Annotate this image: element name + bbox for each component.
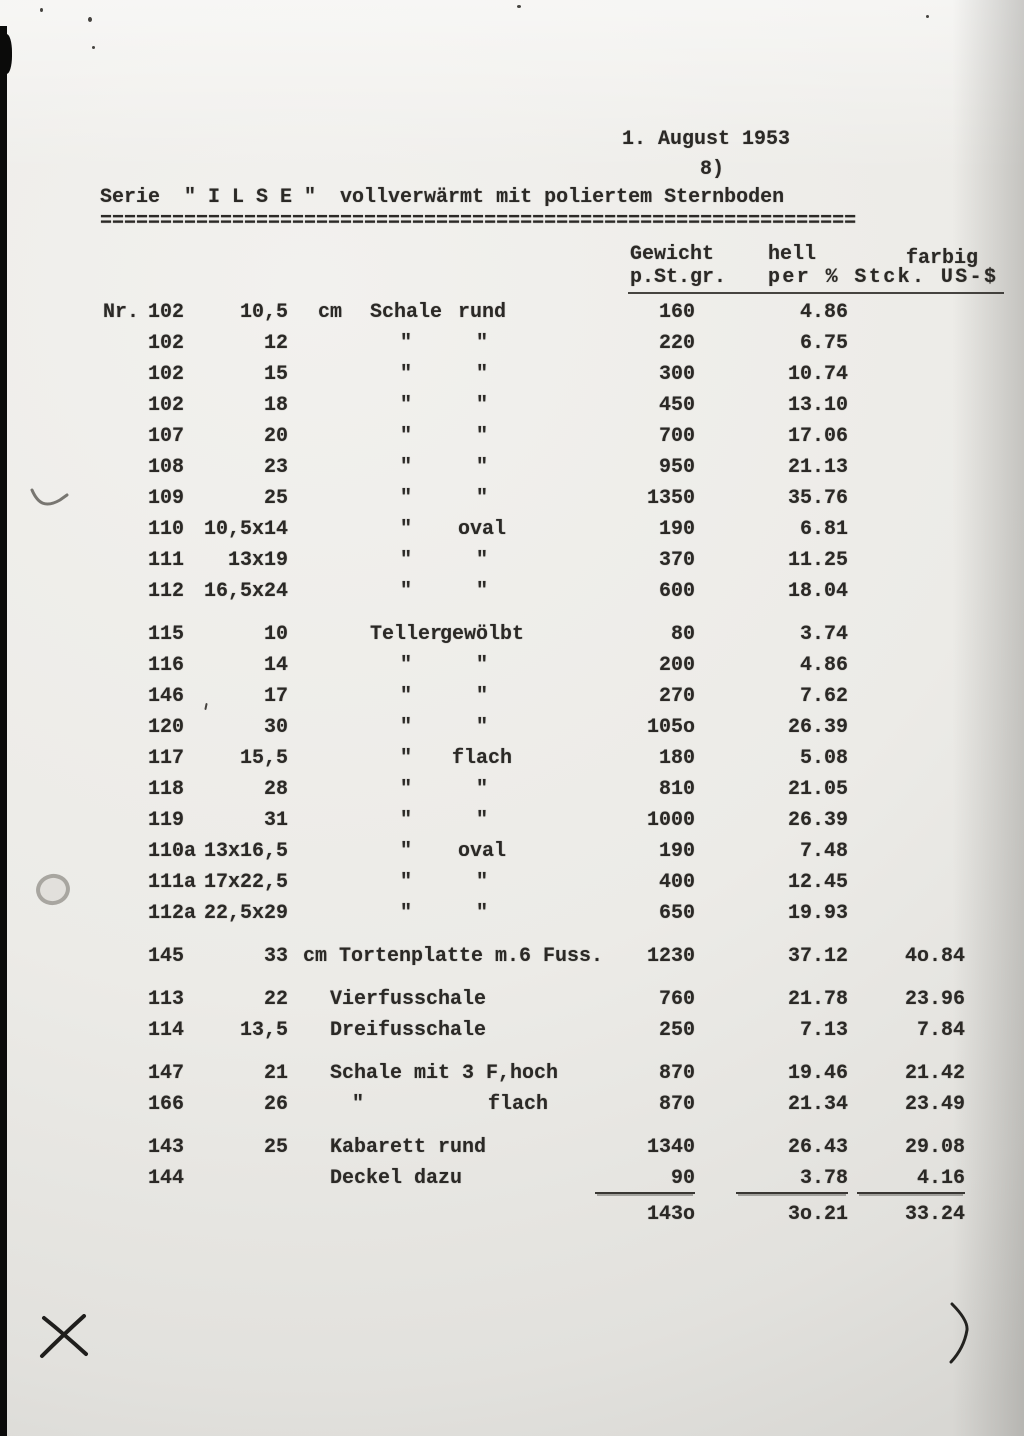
weight-grams: 870 [658, 1093, 695, 1116]
article-number: 112 [148, 580, 185, 603]
weight-grams: 600 [658, 580, 695, 603]
table-row [0, 901, 1024, 932]
table-row [0, 1135, 1024, 1166]
price-farbig [857, 808, 965, 836]
table-row [0, 653, 1024, 684]
nr-column-header [103, 455, 149, 483]
price-hell: 6.75 [799, 332, 848, 355]
description-full: Kabarett rund [330, 1136, 487, 1159]
price-farbig: 21.42 [904, 1062, 965, 1085]
description-word-1: " [399, 487, 412, 510]
nr-column-header [103, 870, 149, 898]
description-word-2: oval [457, 518, 506, 541]
nr-column-header [103, 1061, 149, 1089]
size-cm: 28 [263, 778, 288, 801]
article-number: 113 [148, 988, 185, 1011]
price-farbig: 4o.84 [904, 945, 965, 968]
price-hell: 21.78 [787, 988, 848, 1011]
table-row [0, 548, 1024, 579]
nr-column-header [103, 517, 149, 545]
size-cm: 31 [263, 809, 288, 832]
total-hell: 3o.21 [787, 1203, 848, 1226]
size-cm: 13x16,5 [203, 840, 288, 863]
description-word-2: " [475, 487, 488, 510]
table-row [0, 1166, 1024, 1197]
scan-speck [88, 17, 92, 22]
description-word-1: " [399, 716, 412, 739]
description-word-2: rund [457, 301, 506, 324]
price-hell: 21.05 [787, 778, 848, 801]
price-farbig [857, 579, 965, 607]
weight-grams: 1350 [646, 487, 695, 510]
weight-grams: 80 [670, 623, 695, 646]
article-number: 118 [148, 778, 185, 801]
size-cm: 10 [263, 623, 288, 646]
article-number: 102 [148, 301, 185, 324]
price-hell: 13.10 [787, 394, 848, 417]
scan-left-edge-blob [0, 34, 12, 74]
nr-column-header [103, 1135, 149, 1163]
price-farbig: 23.49 [904, 1093, 965, 1116]
description-word-2: " [475, 716, 488, 739]
price-hell: 21.13 [787, 456, 848, 479]
size-cm: 13x19 [227, 549, 288, 572]
price-hell: 26.39 [787, 716, 848, 739]
nr-column-header [103, 579, 149, 607]
size-cm: 30 [263, 716, 288, 739]
price-hell: 5.08 [799, 747, 848, 770]
table-row [0, 987, 1024, 1018]
price-hell: 3.74 [799, 623, 848, 646]
price-farbig [857, 517, 965, 545]
scan-speck [926, 15, 929, 18]
description-word-1: " [399, 778, 412, 801]
price-hell: 19.46 [787, 1062, 848, 1085]
description-word-2: " [475, 685, 488, 708]
price-farbig [857, 653, 965, 681]
price-hell: 37.12 [787, 945, 848, 968]
description-word-2: " [475, 654, 488, 677]
description-full: Schale mit 3 F,hoch [330, 1062, 559, 1085]
description-word-1: " [399, 654, 412, 677]
description-word-2: " [475, 778, 488, 801]
article-number: 143 [148, 1136, 185, 1159]
size-cm: 18 [263, 394, 288, 417]
weight-grams: 370 [658, 549, 695, 572]
description-word-2: " [475, 902, 488, 925]
price-farbig [857, 424, 965, 452]
size-cm: 20 [263, 425, 288, 448]
weight-grams: 180 [658, 747, 695, 770]
description-word-2: gewölbt [439, 623, 524, 646]
price-hell: 4.86 [799, 301, 848, 324]
description-word-1: " [399, 685, 412, 708]
article-number: 102 [148, 394, 185, 417]
price-farbig [857, 300, 965, 328]
price-farbig [857, 548, 965, 576]
article-number: 102 [148, 332, 185, 355]
scan-speck [517, 5, 521, 8]
article-number: 110 [148, 518, 185, 541]
price-farbig: 4.16 [857, 1166, 965, 1194]
description-word-2: flach [488, 1093, 549, 1116]
article-number: 111a [148, 871, 197, 894]
description-word-2: " [475, 425, 488, 448]
price-farbig [857, 746, 965, 774]
nr-column-header [103, 1092, 149, 1120]
description-word-1: " [399, 363, 412, 386]
price-farbig: 23.96 [904, 988, 965, 1011]
nr-column-header [103, 622, 149, 650]
table-row [0, 808, 1024, 839]
table-row [0, 1018, 1024, 1049]
weight-grams: 90 [595, 1166, 695, 1194]
price-farbig [857, 901, 965, 929]
price-hell: 10.74 [787, 363, 848, 386]
price-farbig [857, 486, 965, 514]
nr-column-header [103, 486, 149, 514]
price-farbig: 7.84 [916, 1019, 965, 1042]
size-cm: 13,5 [239, 1019, 288, 1042]
table-row [0, 517, 1024, 548]
description-word-2: " [475, 363, 488, 386]
price-hell: 6.81 [799, 518, 848, 541]
nr-column-header [103, 393, 149, 421]
nr-column-header [103, 684, 149, 712]
description-word-1: Schale [369, 301, 442, 324]
title-separator-rule: =============================================================== [100, 210, 857, 233]
description-word-2: " [475, 394, 488, 417]
article-number: 109 [148, 487, 185, 510]
weight-grams: 450 [658, 394, 695, 417]
price-hell: 4.86 [799, 654, 848, 677]
description-full: Deckel dazu [330, 1167, 463, 1190]
size-cm: 12 [263, 332, 288, 355]
table-row [0, 486, 1024, 517]
size-cm: 10,5 [239, 301, 288, 324]
totals-row [0, 1202, 1024, 1233]
description-word-1: " [399, 332, 412, 355]
size-cm: 22,5x29 [203, 902, 288, 925]
table-row [0, 331, 1024, 362]
table-row [0, 622, 1024, 653]
price-farbig [857, 362, 965, 390]
price-hell: 18.04 [787, 580, 848, 603]
price-farbig [857, 870, 965, 898]
table-row [0, 684, 1024, 715]
weight-grams: 1000 [646, 809, 695, 832]
description-word-2: " [475, 549, 488, 572]
table-row [0, 1092, 1024, 1123]
table-row [0, 1061, 1024, 1092]
description-full: Dreifusschale [330, 1019, 487, 1042]
price-farbig [857, 455, 965, 483]
article-number: 147 [148, 1062, 185, 1085]
column-header-gewicht-unit: p.St.gr. [630, 266, 727, 289]
price-farbig [857, 331, 965, 359]
price-hell: 12.45 [787, 871, 848, 894]
table-row [0, 579, 1024, 610]
table-row [0, 777, 1024, 808]
handwritten-x-mark [38, 1314, 92, 1360]
size-cm: 25 [263, 487, 288, 510]
series-title: Serie " I L S E " vollverwärmt mit poliertem Sternboden [100, 186, 785, 209]
weight-grams: 760 [658, 988, 695, 1011]
nr-column-header [103, 548, 149, 576]
total-gewicht: 143o [646, 1203, 695, 1226]
total-farbig: 33.24 [904, 1203, 965, 1226]
handwritten-paren-mark [948, 1302, 976, 1366]
table-row [0, 944, 1024, 975]
article-number: 102 [148, 363, 185, 386]
column-header-units-row [628, 266, 1004, 294]
weight-grams: 160 [658, 301, 695, 324]
description-word-2: oval [457, 840, 506, 863]
weight-grams: 1230 [646, 945, 695, 968]
table-row [0, 455, 1024, 486]
article-number: 144 [148, 1167, 185, 1190]
article-number: 112a [148, 902, 197, 925]
description-word-2: " [475, 456, 488, 479]
weight-grams: 810 [658, 778, 695, 801]
description-word-1: " [399, 425, 412, 448]
article-number: 119 [148, 809, 185, 832]
weight-grams: 220 [658, 332, 695, 355]
weight-grams: 400 [658, 871, 695, 894]
description-word-2: " [475, 332, 488, 355]
weight-grams: 190 [658, 518, 695, 541]
weight-grams: 250 [658, 1019, 695, 1042]
price-farbig [857, 777, 965, 805]
table-row [0, 362, 1024, 393]
description-word-1: " [399, 549, 412, 572]
table-row [0, 393, 1024, 424]
size-cm: 26 [263, 1093, 288, 1116]
table-row [0, 300, 1024, 331]
table-row [0, 839, 1024, 870]
nr-column-header [103, 839, 149, 867]
document-date: 1. August 1953 [622, 128, 791, 151]
price-hell: 26.43 [787, 1136, 848, 1159]
scan-speck [40, 8, 43, 12]
article-number: 145 [148, 945, 185, 968]
nr-column-header [103, 331, 149, 359]
price-hell: 7.62 [799, 685, 848, 708]
size-cm: 17 [263, 685, 288, 708]
weight-grams: 300 [658, 363, 695, 386]
price-farbig: 29.08 [904, 1136, 965, 1159]
price-hell: 35.76 [787, 487, 848, 510]
price-farbig [857, 684, 965, 712]
size-cm: 14 [263, 654, 288, 677]
description-word-1: " [399, 840, 412, 863]
price-hell: 19.93 [787, 902, 848, 925]
nr-column-header [103, 653, 149, 681]
weight-grams: 1340 [646, 1136, 695, 1159]
article-number: 117 [148, 747, 185, 770]
price-hell: 7.13 [799, 1019, 848, 1042]
size-cm: 17x22,5 [203, 871, 288, 894]
article-number: 107 [148, 425, 185, 448]
weight-grams: 870 [658, 1062, 695, 1085]
description-word-2: " [475, 871, 488, 894]
article-number: 108 [148, 456, 185, 479]
description-word-2: flach [451, 747, 512, 770]
description-word-1: " [399, 902, 412, 925]
description-full: cm Tortenplatte m.6 Fuss. [303, 945, 604, 968]
price-hell: 3.78 [736, 1166, 848, 1194]
price-farbig [857, 839, 965, 867]
size-cm: 16,5x24 [203, 580, 288, 603]
article-number: 115 [148, 623, 185, 646]
size-cm: 15,5 [239, 747, 288, 770]
nr-column-header: Nr. [103, 301, 140, 324]
column-header-farbig: farbig [906, 247, 979, 270]
nr-column-header [103, 424, 149, 452]
column-header-gewicht: Gewicht [630, 243, 715, 266]
weight-grams: 700 [658, 425, 695, 448]
nr-column-header [103, 987, 149, 1015]
size-cm: 15 [263, 363, 288, 386]
nr-column-header [103, 944, 149, 972]
description-word-1: " [399, 580, 412, 603]
size-cm [188, 1166, 288, 1194]
description-full: Vierfusschale [330, 988, 487, 1011]
description-word-1: " [399, 518, 412, 541]
description-word-2: " [475, 580, 488, 603]
description-word-2: " [475, 809, 488, 832]
size-cm: 23 [263, 456, 288, 479]
size-cm: 33 [263, 945, 288, 968]
size-unit: cm [318, 301, 343, 324]
price-farbig [857, 715, 965, 743]
description-word-1: " [399, 456, 412, 479]
table-row [0, 746, 1024, 777]
column-header-hell: hell [768, 243, 817, 266]
nr-column-header [103, 1166, 149, 1194]
article-number: 146 [148, 685, 185, 708]
weight-grams: 200 [658, 654, 695, 677]
nr-column-header [103, 715, 149, 743]
table-row [0, 715, 1024, 746]
nr-column-header [103, 777, 149, 805]
article-number: 114 [148, 1019, 185, 1042]
price-farbig [857, 393, 965, 421]
size-cm: 25 [263, 1136, 288, 1159]
description-word-1: " [399, 394, 412, 417]
description-word-1: " [399, 809, 412, 832]
nr-column-header [103, 808, 149, 836]
article-number: 166 [148, 1093, 185, 1116]
nr-column-header [103, 1018, 149, 1046]
weight-grams: 950 [658, 456, 695, 479]
table-row [0, 870, 1024, 901]
nr-column-header [103, 362, 149, 390]
size-cm: 10,5x14 [203, 518, 288, 541]
description-word-1: " [399, 747, 412, 770]
scan-speck [92, 46, 95, 49]
article-number: 110a [148, 840, 197, 863]
article-number: 111 [148, 549, 185, 572]
weight-grams: 190 [658, 840, 695, 863]
page-number: 8) [700, 158, 725, 181]
nr-column-header [103, 746, 149, 774]
nr-column-header [103, 901, 149, 929]
column-header-hell-unit: per % Stck. US-$ [768, 266, 999, 289]
price-hell: 21.34 [787, 1093, 848, 1116]
description-word-1: " [351, 1093, 364, 1116]
price-table-body [0, 300, 1024, 1197]
price-farbig [857, 622, 965, 650]
article-number: 120 [148, 716, 185, 739]
description-word-1: " [399, 871, 412, 894]
price-hell: 7.48 [799, 840, 848, 863]
weight-grams: 270 [658, 685, 695, 708]
table-row [0, 424, 1024, 455]
weight-grams: 105o [646, 716, 695, 739]
price-hell: 17.06 [787, 425, 848, 448]
weight-grams: 650 [658, 902, 695, 925]
size-cm: 22 [263, 988, 288, 1011]
size-cm: 21 [263, 1062, 288, 1085]
article-number: 116 [148, 654, 185, 677]
price-hell: 26.39 [787, 809, 848, 832]
price-hell: 11.25 [787, 549, 848, 572]
description-word-1: Teller [369, 623, 442, 646]
